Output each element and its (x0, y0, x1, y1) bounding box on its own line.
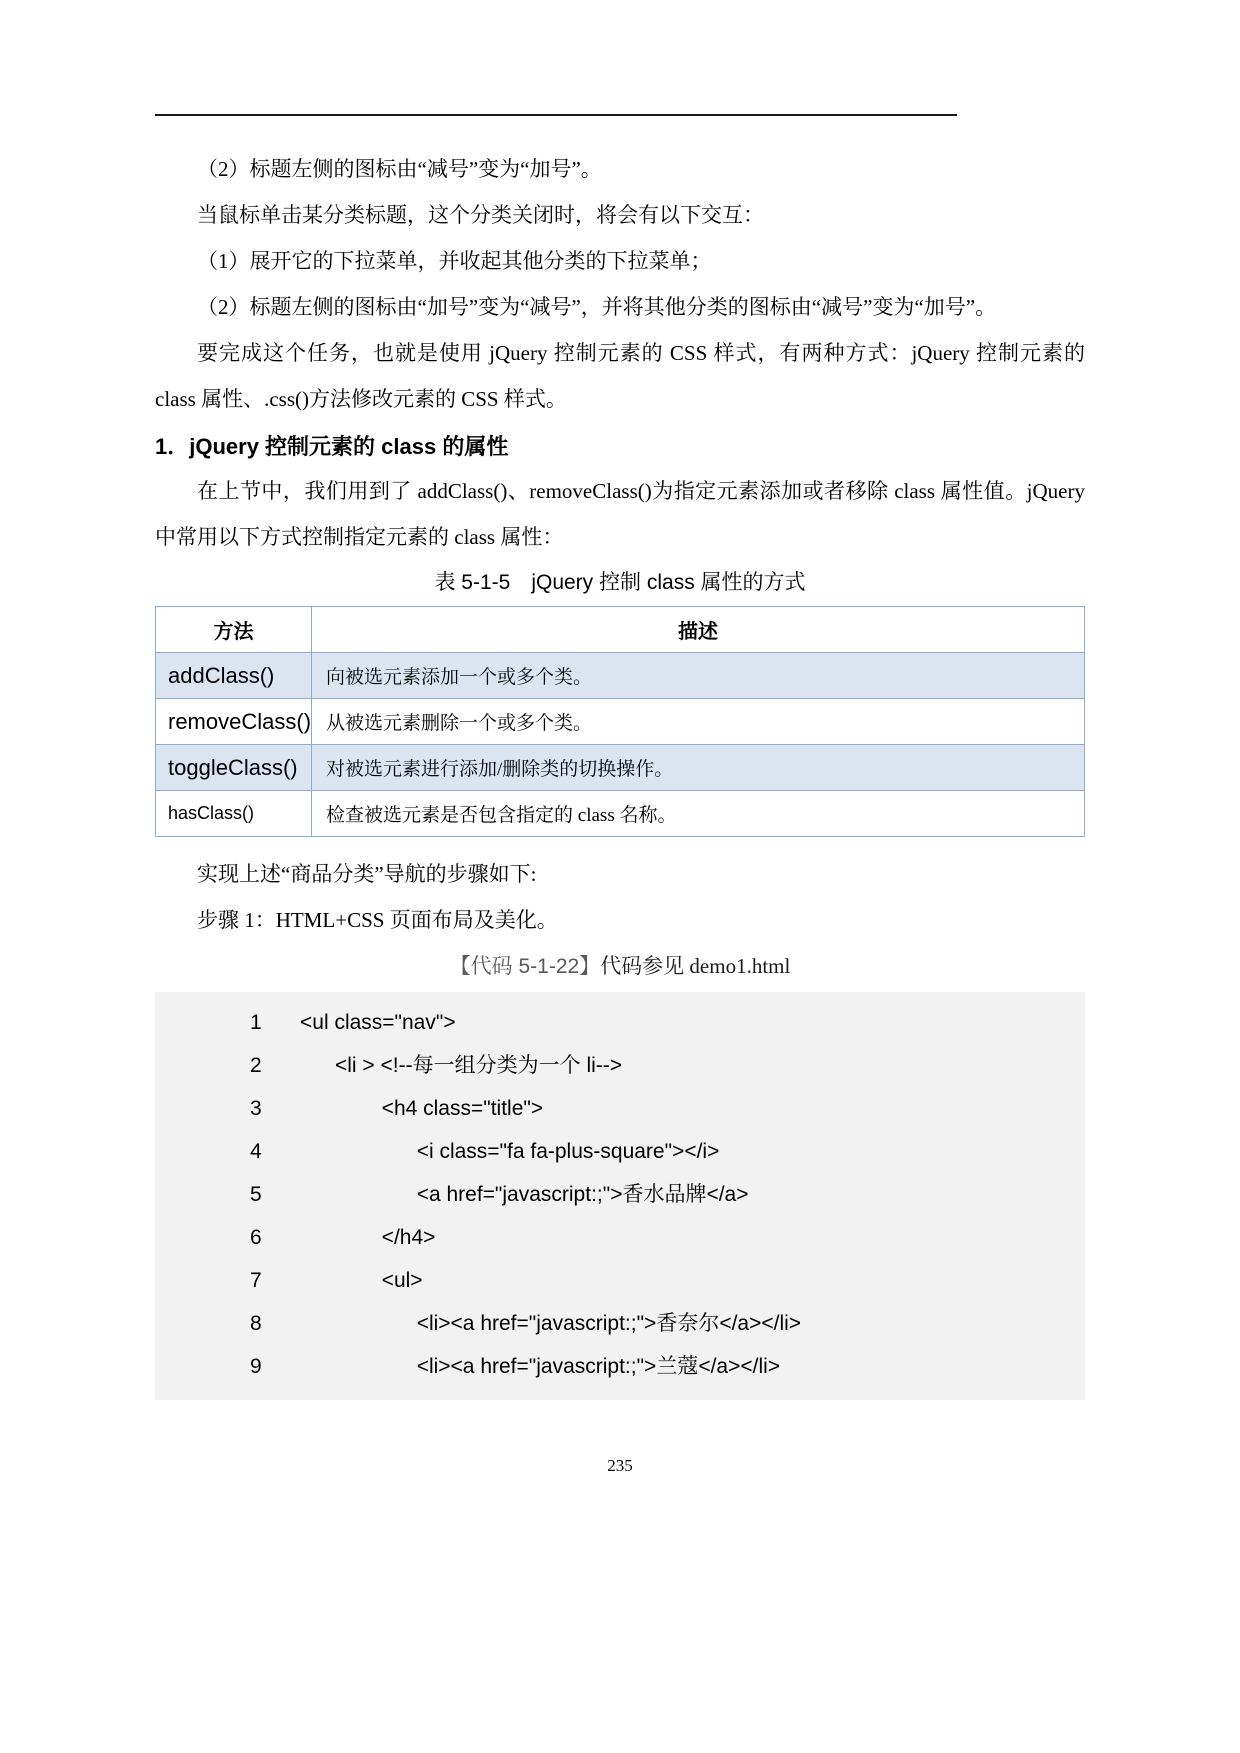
code-text: </h4> (300, 1226, 436, 1249)
code-caption-label: 【代码 5-1-22】 (449, 955, 601, 978)
description-cell: 从被选元素删除一个或多个类。 (312, 699, 1085, 745)
code-text: <h4 class="title"> (300, 1097, 544, 1120)
body-paragraph: （2）标题左侧的图标由“减号”变为“加号”。 (197, 157, 602, 181)
code-line (155, 1001, 1085, 1044)
table-header-row (156, 607, 1085, 653)
steps-intro-paragraph: 实现上述“商品分类”导航的步骤如下: (197, 862, 537, 886)
line-number: 4 (250, 1140, 262, 1163)
table-caption: 表 5-1-5 jQuery 控制 class 属性的方式 (434, 571, 806, 594)
line-number: 2 (250, 1054, 262, 1077)
body-paragraph: （1）展开它的下拉菜单，并收起其他分类的下拉菜单； (197, 249, 712, 273)
line-number: 3 (250, 1097, 262, 1120)
section-heading: 1．jQuery 控制元素的 class 的属性 (155, 434, 509, 459)
body-paragraph: （2）标题左侧的图标由“加号”变为“减号”，并将其他分类的图标由“减号”变为“加号”。 (197, 295, 997, 319)
code-line (155, 1216, 1085, 1259)
code-line (155, 1345, 1085, 1388)
code-line (155, 1173, 1085, 1216)
method-cell: removeClass() (156, 699, 312, 745)
code-line (155, 1087, 1085, 1130)
code-text: <ul class="nav"> (300, 1011, 456, 1034)
table-row (156, 791, 1085, 837)
header-rule (155, 114, 957, 116)
description-cell: 对被选元素进行添加/删除类的切换操作。 (312, 745, 1085, 791)
class-methods-table (155, 606, 1085, 837)
table-row (156, 653, 1085, 699)
code-text: <ul> (300, 1269, 423, 1292)
code-block (155, 992, 1085, 1400)
code-line (155, 1302, 1085, 1345)
table-row (156, 745, 1085, 791)
body-paragraph: 当鼠标单击某分类标题，这个分类关闭时，将会有以下交互： (197, 203, 764, 227)
description-cell: 向被选元素添加一个或多个类。 (312, 653, 1085, 699)
code-text: <li > <!--每一组分类为一个 li--> (300, 1054, 623, 1077)
section-intro-paragraph: 在上节中，我们用到了 addClass()、removeClass()为指定元素添加或者移除 class 属性值。jQuery 中常用以下方式控制指定元素的 class 属性： (155, 479, 1085, 549)
step1-paragraph: 步骤 1：HTML+CSS 页面布局及美化。 (197, 908, 558, 932)
code-caption (155, 945, 1085, 988)
line-number: 1 (250, 1011, 262, 1034)
code-text: <li><a href="javascript:;">兰蔻</a></li> (300, 1355, 781, 1378)
code-caption-text: 代码参见 demo1.html (600, 954, 791, 978)
table-header-cell-method: 方法 (156, 607, 312, 653)
table-row (156, 699, 1085, 745)
table-header-cell-description: 描述 (312, 607, 1085, 653)
method-cell: addClass() (156, 653, 312, 699)
code-text: <a href="javascript:;">香水品牌</a> (300, 1183, 749, 1206)
code-line (155, 1044, 1085, 1087)
code-text: <li><a href="javascript:;">香奈尔</a></li> (300, 1312, 802, 1335)
body-paragraph: 要完成这个任务，也就是使用 jQuery 控制元素的 CSS 样式，有两种方式：jQuery 控制元素的 class 属性、.css()方法修改元素的 CSS 样式。 (155, 341, 1085, 411)
method-cell: toggleClass() (156, 745, 312, 791)
line-number: 9 (250, 1355, 262, 1378)
method-cell: hasClass() (156, 791, 312, 837)
page-content (155, 146, 1085, 1400)
page-number: 235 (607, 1456, 633, 1475)
line-number: 6 (250, 1226, 262, 1249)
code-text: <i class="fa fa-plus-square"></i> (300, 1140, 720, 1163)
code-line (155, 1259, 1085, 1302)
description-cell: 检查被选元素是否包含指定的 class 名称。 (312, 791, 1085, 837)
code-line (155, 1130, 1085, 1173)
line-number: 8 (250, 1312, 262, 1335)
line-number: 7 (250, 1269, 262, 1292)
line-number: 5 (250, 1183, 262, 1206)
